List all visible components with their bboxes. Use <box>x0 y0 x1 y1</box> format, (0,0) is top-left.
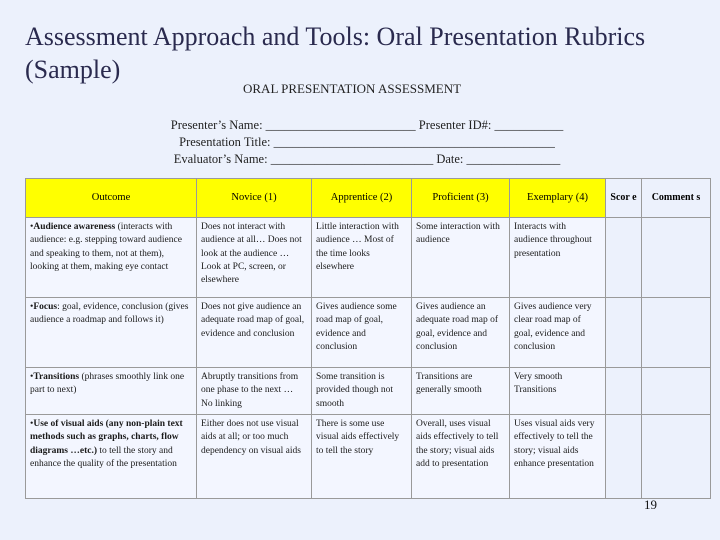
table-row <box>26 368 711 415</box>
score-cell[interactable] <box>606 415 642 499</box>
presenter-info-form <box>137 117 597 168</box>
novice-cell: Abruptly transitions from one phase to the next … No linking <box>197 368 312 415</box>
novice-cell: Either does not use visual aids at all; or too much dependency on visual aids <box>197 415 312 499</box>
slide-title: Assessment Approach and Tools: Oral Presentation Rubrics (Sample) <box>25 22 646 84</box>
outcome-cell: •Use of visual aids (any non-plain text methods such as graphs, charts, flow diagrams …etc.) to tell the story and enhance the quality of the presentation <box>26 415 197 499</box>
table-row <box>26 218 711 298</box>
rubric-table <box>25 178 711 499</box>
header-score: Scor e <box>606 179 642 218</box>
outcome-cell: •Focus: goal, evidence, conclusion (gives audience a roadmap and follows it) <box>26 298 197 368</box>
apprentice-cell: Little interaction with audience … Most of the time looks elsewhere <box>312 218 412 298</box>
proficient-cell: Overall, uses visual aids effectively to tell the story; visual aids add to presentation <box>412 415 510 499</box>
score-cell[interactable] <box>606 368 642 415</box>
evaluator-name-line: Evaluator’s Name: __________________________ Date: _______________ <box>173 152 561 166</box>
novice-cell: Does not interact with audience at all… Does not look at the audience … Look at PC, screen, or elsewhere <box>197 218 312 298</box>
proficient-cell: Some interaction with audience <box>412 218 510 298</box>
criterion-description: : goal, evidence, conclusion (gives audience a roadmap and follows it) <box>30 302 189 326</box>
comments-cell[interactable] <box>642 368 711 415</box>
criterion-name: Focus <box>33 302 58 312</box>
criterion-description: (interacts with audience: e.g. stepping toward audience and speaking to them, not at them), looking at them, making eye contact <box>30 222 182 272</box>
comments-cell[interactable] <box>642 415 711 499</box>
outcome-cell: •Audience awareness (interacts with audience: e.g. stepping toward audience and speaking to them, not at them), looking at them, making eye contact <box>26 218 197 298</box>
exemplary-cell: Gives audience very clear road map of goal, evidence and conclusion <box>510 298 606 368</box>
presenter-name-line: Presenter’s Name: ________________________ Presenter ID#: ___________ <box>170 118 564 132</box>
apprentice-cell: Gives audience some road map of goal, evidence and conclusion <box>312 298 412 368</box>
apprentice-cell: There is some use visual aids effectively to tell the story <box>312 415 412 499</box>
apprentice-cell: Some transition is provided though not smooth <box>312 368 412 415</box>
presentation-title-line: Presentation Title: _____________________________________________ <box>179 135 555 149</box>
criterion-name: Transitions <box>33 372 80 382</box>
criterion-name: Use of visual aids (any non-plain text methods such as graphs, charts, flow diagrams …etc.) <box>30 419 183 456</box>
score-cell[interactable] <box>606 218 642 298</box>
criterion-name: Audience awareness <box>33 222 116 232</box>
novice-cell: Does not give audience an adequate road map of goal, evidence and conclusion <box>197 298 312 368</box>
page-number: 19 <box>644 497 657 512</box>
header-proficient: Proficient (3) <box>412 179 510 218</box>
comments-cell[interactable] <box>642 218 711 298</box>
table-row <box>26 415 711 499</box>
rubric-header-row <box>26 179 711 218</box>
table-row <box>26 298 711 368</box>
proficient-cell: Gives audience an adequate road map of goal, evidence and conclusion <box>412 298 510 368</box>
exemplary-cell: Interacts with audience throughout presentation <box>510 218 606 298</box>
comments-cell[interactable] <box>642 298 711 368</box>
header-apprentice: Apprentice (2) <box>312 179 412 218</box>
header-comments: Comment s <box>642 179 711 218</box>
criterion-description: (phrases smoothly link one part to next) <box>30 372 185 396</box>
header-exemplary: Exemplary (4) <box>510 179 606 218</box>
exemplary-cell: Uses visual aids very effectively to tell the story; visual aids enhance presentation <box>510 415 606 499</box>
criterion-description: to tell the story and enhance the quality of the presentation <box>30 445 177 469</box>
header-novice: Novice (1) <box>197 179 312 218</box>
header-outcome: Outcome <box>26 179 197 218</box>
form-heading: ORAL PRESENTATION ASSESSMENT <box>243 81 462 96</box>
exemplary-cell: Very smooth Transitions <box>510 368 606 415</box>
score-cell[interactable] <box>606 298 642 368</box>
proficient-cell: Transitions are generally smooth <box>412 368 510 415</box>
outcome-cell: •Transitions (phrases smoothly link one part to next) <box>26 368 197 415</box>
